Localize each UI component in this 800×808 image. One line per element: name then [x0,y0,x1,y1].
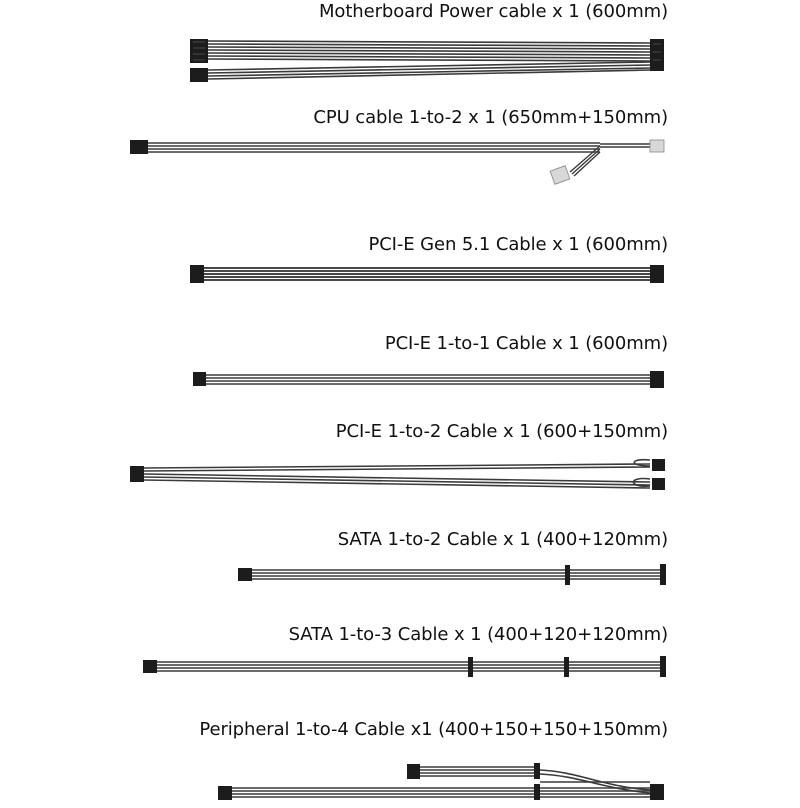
cable-label-pcie-1to1: PCI-E 1-to-1 Cable x 1 (600mm) [384,333,668,354]
pcie-1to2-cable-image [0,452,800,502]
pcie-gen51-cable-image [0,263,800,293]
cable-label-cpu: CPU cable 1-to-2 x 1 (650mm+150mm) [313,107,668,128]
pcie-1to1-cable-image [0,368,800,398]
cpu-cable-image [0,136,800,196]
cable-label-peripheral-1to4: Peripheral 1-to-4 Cable x1 (400+150+150+150mm) [199,719,668,740]
cable-label-motherboard-power: Motherboard Power cable x 1 (600mm) [319,1,668,22]
cable-label-sata-1to2: SATA 1-to-2 Cable x 1 (400+120mm) [337,529,668,550]
cable-label-pcie-gen51: PCI-E Gen 5.1 Cable x 1 (600mm) [368,234,668,255]
motherboard-power-cable-image [0,34,800,94]
peripheral-1to4-cable-image [0,758,800,808]
cable-label-pcie-1to2: PCI-E 1-to-2 Cable x 1 (600+150mm) [335,421,668,442]
cable-label-sata-1to3: SATA 1-to-3 Cable x 1 (400+120+120mm) [288,624,668,645]
sata-1to3-cable-image [0,655,800,685]
sata-1to2-cable-image [0,563,800,593]
